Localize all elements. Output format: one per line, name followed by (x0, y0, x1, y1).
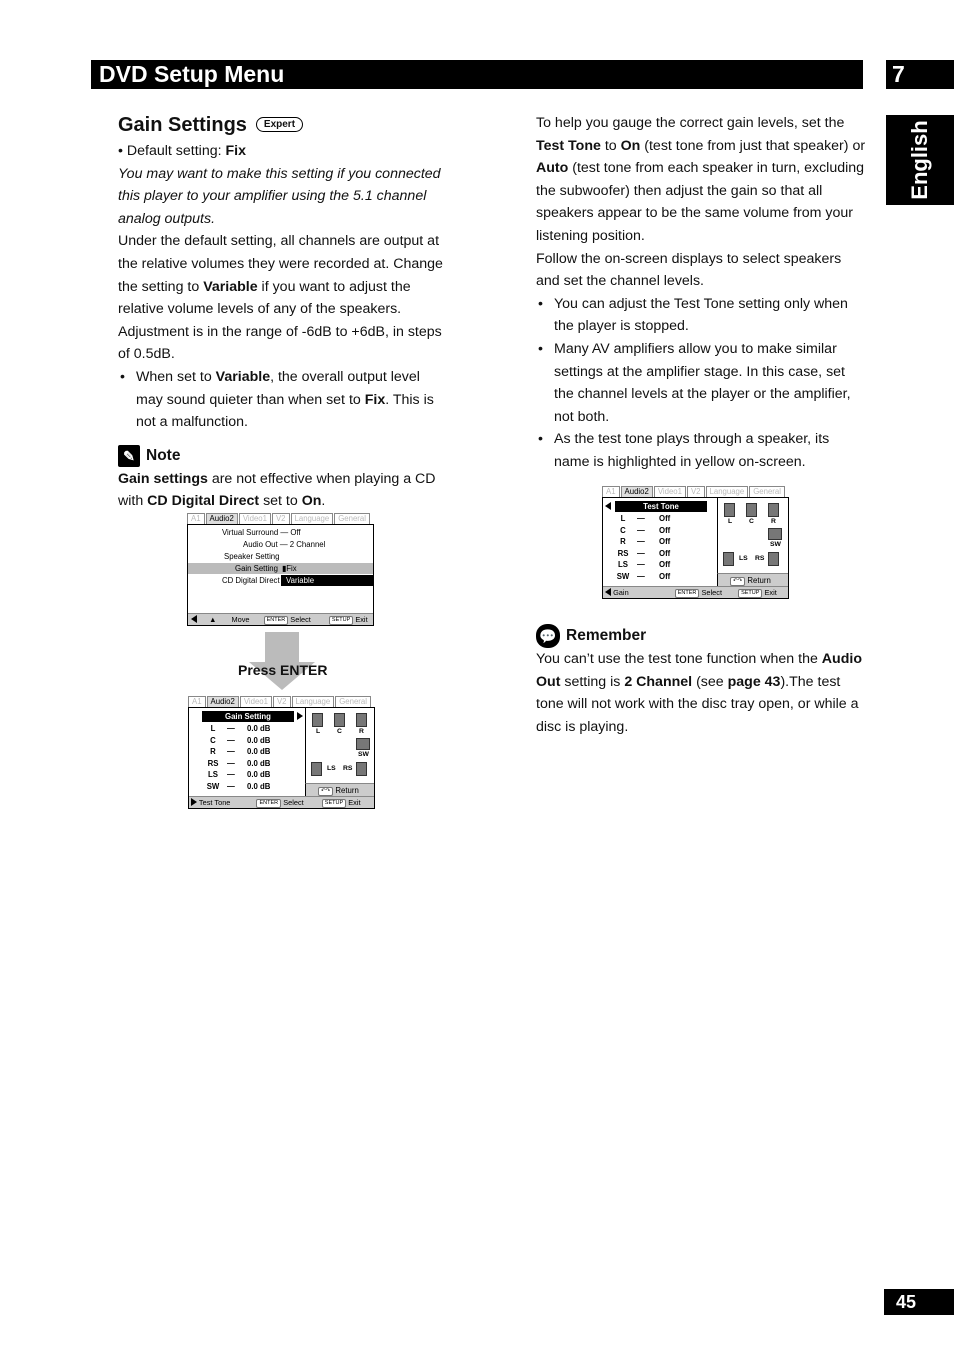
return-label: Return (747, 576, 771, 585)
channel-name: LS (618, 560, 628, 569)
channel-value: 0.0 dB (247, 735, 271, 745)
dash: — (227, 735, 235, 745)
osd-screen-audio2 (187, 513, 374, 626)
channel-name: R (210, 747, 216, 756)
dash: — (227, 747, 235, 756)
speaker-label: C (337, 728, 342, 735)
text-bold: Fix (364, 391, 386, 408)
osd-tab: Video1 (239, 513, 271, 524)
speaker-label: LS (327, 765, 336, 772)
language-label: English (907, 120, 932, 200)
value-text: Fix (286, 564, 297, 573)
bullet-item: • As the test tone plays through a speaker, its name is highlighted in yellow on-screen. (536, 428, 866, 473)
osd-screen-test-tone (602, 486, 789, 599)
default-value: Fix (225, 143, 246, 159)
text: (test tone from each speaker in turn, excluding the subwoofer) then adjust the gain so that all speakers appear to be the same volume from your listening position. (536, 160, 865, 244)
speaker-label: L (728, 518, 733, 525)
page-number: 45 (884, 1289, 954, 1315)
osd-bottom-bar (188, 613, 373, 625)
bar-move: Move (231, 615, 250, 624)
paragraph-1 (118, 230, 448, 366)
channel-name: C (210, 735, 216, 745)
bullet-list (536, 293, 866, 474)
osd-panel (188, 707, 375, 809)
osd-tab-active: Audio2 (206, 513, 238, 524)
remember-heading (536, 624, 866, 648)
bullet-item: • You can adjust the Test Tone setting only when the player is stopped. (536, 293, 866, 338)
bar-select: Select (290, 615, 311, 624)
speaker-icon (311, 762, 322, 776)
osd-tab-active: Audio2 (207, 696, 239, 707)
channel-name: RS (617, 548, 629, 558)
channel-row (609, 559, 670, 571)
osd-panel (187, 524, 374, 626)
text: (see (692, 673, 728, 690)
down-arrow-icon (249, 632, 315, 690)
gain-setting-label: Gain Setting (235, 564, 278, 573)
speaker-icon (312, 713, 323, 727)
text-bold: Audio Out (536, 651, 862, 690)
bullet-list (118, 366, 448, 434)
osd-tab: General (334, 513, 370, 524)
speaker-label: R (771, 518, 776, 525)
speaker-label: SW (770, 541, 781, 548)
option-variable: Variable (281, 575, 373, 586)
arrow-left-icon (191, 615, 197, 623)
text-bold: page 43 (727, 673, 781, 690)
text-bold: Variable (203, 278, 258, 295)
osd-tab: A1 (187, 513, 205, 524)
dash: — (637, 537, 645, 546)
channel-row (199, 758, 270, 770)
channel-name: SW (616, 571, 630, 581)
paragraph-test-tone (536, 112, 866, 248)
gain-settings-heading (118, 112, 448, 138)
speaker-icon (334, 713, 345, 727)
right-column (536, 112, 866, 474)
speaker-icon (746, 503, 757, 517)
channel-name: SW (206, 781, 220, 791)
home-icon: ▲ (209, 615, 217, 624)
return-row (305, 783, 374, 797)
osd-tab: General (335, 696, 371, 707)
text-bold: Variable (215, 368, 271, 385)
speaker-label: RS (343, 765, 353, 772)
speech-bubble-icon: 💬 (536, 624, 560, 648)
remember-text (536, 648, 866, 738)
channel-row (199, 746, 270, 758)
channel-name: LS (208, 770, 218, 779)
osd-tab: General (749, 486, 785, 497)
speaker-diagram (717, 498, 788, 574)
bar-select: Select (283, 798, 304, 807)
setup-key: SETUP (329, 616, 353, 625)
channel-value: Off (659, 560, 671, 569)
chapter-number: 7 (886, 60, 954, 89)
osd-row: Speaker Setting (224, 552, 280, 561)
text: To help you gauge the correct gain levels, set the (536, 115, 845, 131)
channel-value: Off (659, 548, 671, 558)
setup-key: SETUP (738, 589, 762, 598)
dash: — (637, 514, 645, 523)
dash: — (637, 548, 645, 558)
speaker-diagram (305, 708, 374, 784)
enter-key: ENTER (675, 589, 700, 598)
text-bold: Auto (536, 160, 569, 177)
speaker-label: L (316, 728, 321, 735)
channel-value: Off (659, 525, 671, 535)
channel-name: C (620, 525, 626, 535)
text: You can’t use the test tone function when the (536, 651, 822, 667)
dash: — (227, 724, 235, 733)
speaker-icon (724, 503, 735, 517)
dash: — (227, 770, 235, 779)
remember-title: Remember (566, 627, 647, 644)
channel-row (609, 571, 670, 583)
test-tone-channel-list (609, 513, 670, 582)
text: , the overall output level may sound quieter than when set to (136, 368, 420, 408)
channel-row (609, 525, 670, 537)
channel-value: 0.0 dB (247, 724, 271, 733)
paragraph-follow: Follow the on-screen displays to select speakers and set the channel levels. (536, 250, 842, 290)
left-column (118, 112, 448, 513)
osd-row-highlight (188, 563, 373, 574)
text: to (600, 137, 621, 154)
osd-row: Virtual Surround — Off (222, 528, 301, 537)
channel-row (199, 781, 270, 793)
text: ).The test tone will not work with the disc tray open, or while a disc is playing. (536, 673, 859, 735)
pencil-icon: ✎ (118, 445, 140, 467)
test-tone-title: Test Tone (615, 501, 707, 512)
speaker-icon (768, 503, 779, 517)
text: Under the default setting, all channels are output at the relative volumes they were recorded at. Change the setting to (118, 233, 443, 295)
text: setting is (560, 673, 625, 690)
heading-text: Gain Settings (118, 114, 247, 136)
arrow-left-icon (605, 588, 611, 596)
note-title: Note (146, 446, 181, 464)
speaker-label: LS (739, 555, 748, 562)
speaker-icon (723, 552, 734, 566)
channel-value: Off (659, 571, 671, 581)
press-enter-label: Press ENTER (238, 662, 328, 678)
osd-tab: V2 (687, 486, 705, 497)
speaker-label: SW (358, 751, 369, 758)
osd-bottom-bar (603, 586, 788, 598)
osd-screen-gain-setting (188, 696, 375, 809)
osd-bottom-bar (189, 796, 374, 808)
arrow-right-icon (297, 712, 303, 720)
osd-tabs (188, 696, 375, 707)
text-bold: On (620, 137, 641, 154)
arrow-right-icon (191, 798, 197, 806)
text-bold: 2 Channel (624, 673, 693, 690)
dash: — (637, 525, 645, 535)
text: are not effective when playing a CD with (118, 470, 436, 510)
osd-tab: V2 (272, 513, 290, 524)
channel-row (199, 769, 270, 781)
bar-exit: Exit (764, 588, 777, 597)
osd-tab: V2 (273, 696, 291, 707)
osd-tabs (602, 486, 789, 497)
dash: — (637, 571, 645, 581)
channel-name: L (210, 724, 216, 733)
text-bold: Test Tone (536, 137, 601, 154)
note-heading (118, 444, 448, 468)
dash: — (227, 758, 235, 768)
text: set to (259, 493, 302, 510)
bar-exit: Exit (348, 798, 361, 807)
gain-channel-list (199, 723, 270, 792)
text-bold: Gain settings (118, 470, 208, 487)
return-row (717, 573, 788, 587)
note-text (118, 468, 448, 513)
channel-name: R (620, 537, 626, 546)
channel-row (609, 513, 670, 525)
osd-tabs (187, 513, 374, 524)
text: . (321, 493, 326, 510)
osd-tab: Video1 (654, 486, 686, 497)
osd-tab: A1 (188, 696, 206, 707)
text: if you want to adjust the relative volume levels of any of the speakers. Adjustment is in the range of -6dB to +6dB, in steps of 0.5dB. (118, 278, 442, 363)
bar-exit: Exit (355, 615, 368, 624)
section-header-bar (91, 60, 863, 89)
bullet-item (118, 366, 448, 434)
text-bold: CD Digital Direct (147, 493, 260, 510)
osd-tab: A1 (602, 486, 620, 497)
subwoofer-icon (356, 738, 370, 750)
speaker-label: R (359, 728, 364, 735)
osd-tab: Video1 (240, 696, 272, 707)
bar-select: Select (701, 588, 722, 597)
channel-row (199, 723, 270, 735)
channel-value: 0.0 dB (247, 781, 271, 791)
speaker-icon (356, 762, 367, 776)
channel-name: L (620, 514, 626, 523)
return-label: Return (335, 786, 359, 795)
text: When set to (136, 368, 216, 385)
language-tab (886, 115, 954, 205)
italic-note: You may want to make this setting if you connected this player to your amplifier using the 5.1 channel analog outputs. (118, 165, 441, 227)
enter-key: ENTER (264, 616, 289, 625)
setup-key: SETUP (322, 799, 346, 808)
bar-gain: Gain (613, 588, 629, 597)
speaker-icon (768, 552, 779, 566)
enter-key: ENTER (256, 799, 281, 808)
arrow-left-icon (605, 502, 611, 510)
osd-tab: Language (291, 513, 334, 524)
subwoofer-icon (768, 528, 782, 540)
remember-section (536, 620, 866, 738)
section-title: DVD Setup Menu (99, 61, 285, 87)
gain-setting-value: ▮Fix (282, 564, 297, 573)
channel-value: 0.0 dB (247, 770, 271, 779)
osd-row: CD Digital Direct (222, 576, 280, 585)
channel-value: Off (659, 537, 671, 546)
channel-name: RS (207, 758, 219, 768)
default-setting (118, 140, 448, 163)
gain-setting-title: Gain Setting (202, 711, 294, 722)
osd-row: Audio Out — 2 Channel (243, 540, 326, 549)
speaker-label: C (749, 518, 754, 525)
dash: — (637, 560, 645, 569)
channel-value: 0.0 dB (247, 747, 271, 756)
expert-badge: Expert (256, 117, 303, 132)
osd-tab: Language (706, 486, 749, 497)
dash: — (227, 781, 235, 791)
return-icon: ↶↷ (318, 787, 333, 796)
channel-row (199, 735, 270, 747)
text: (test tone from just that speaker) or (640, 137, 866, 154)
text-bold: On (301, 493, 322, 510)
return-icon: ↶↷ (730, 577, 745, 586)
default-label: • Default setting: (118, 143, 226, 159)
channel-value: Off (659, 514, 671, 523)
osd-tab: Language (292, 696, 335, 707)
channel-row (609, 548, 670, 560)
speaker-label: RS (755, 555, 765, 562)
speaker-icon (356, 713, 367, 727)
osd-tab-active: Audio2 (621, 486, 653, 497)
bullet-item: • Many AV amplifiers allow you to make similar settings at the amplifier stage. In this case, set the channel levels at the player or the amplifier, not both. (536, 338, 866, 428)
text: . This is not a malfunction. (136, 391, 434, 431)
osd-panel (602, 497, 789, 599)
channel-row (609, 536, 670, 548)
channel-value: 0.0 dB (247, 758, 271, 768)
bar-test-tone: Test Tone (198, 798, 231, 807)
